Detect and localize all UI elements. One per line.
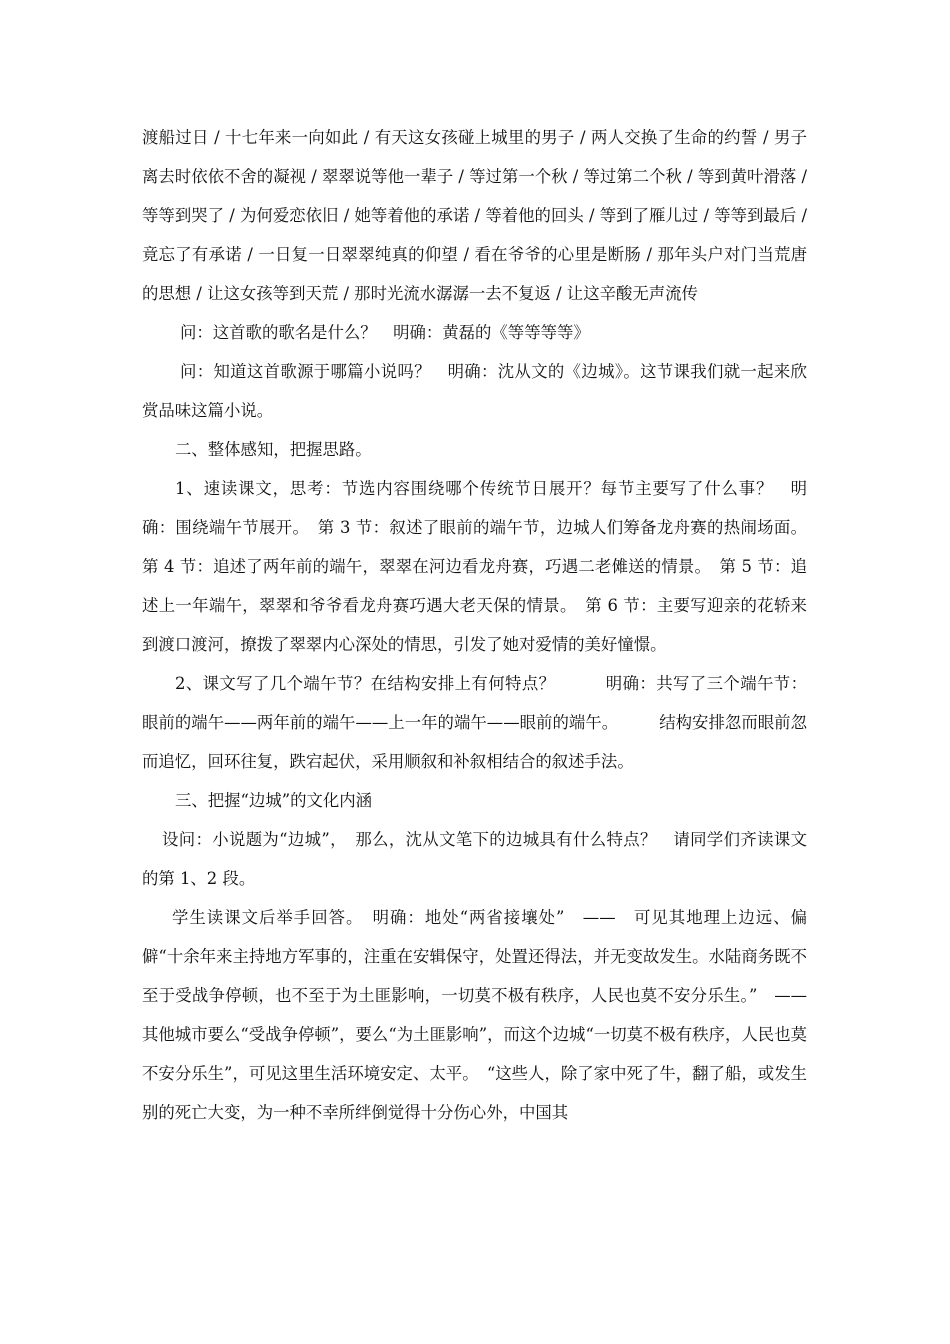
section-heading-overview: 二、整体感知，把握思路。 bbox=[175, 440, 372, 459]
question-song-title: 问：这首歌的歌名是什么？ 明确：黄磊的《等等等等》 bbox=[180, 323, 590, 342]
question-1-paragraph: 1、速读课文，思考：节选内容围绕哪个传统节日展开？每节主要写了什么事？ 明确：围绕端午节展开。 第 3 节：叙述了眼前的端午节，边城人们筹备龙舟赛的热闹场面。第 4 节：追述了两年前的端午，翠翠在河边看龙舟赛，巧遇二老傩送的情景。 第 5 节：追述上一年端午，翠翠和爷爷看龙舟赛巧遇大老天保的情景。 第 6 节：主要写迎亲的花轿来到渡口渡河，撩拨了翠翠内心深处的情思，引发了她对爱情的美好憧憬。 bbox=[142, 479, 807, 654]
student-answer-paragraph: 学生读课文后举手回答。 明确：地处“两省接壤处” —— 可见其地理上边远、偏僻“十余年来主持地方军事的，注重在安辑保守，处置还得法，并无变故发生。水陆商务既不至于受战争停顿，也不至于为土匪影响，一切莫不极有秩序，人民也莫不安分乐生。” ——其他城市要么“受战争停顿”，要么“为土匪影响”，而这个边城“一切莫不极有秩序，人民也莫不安分乐生”，可见这里生活环境安定、太平。 “这些人，除了家中死了牛，翻了船，或发生别的死亡大变，为一种不幸所绊倒觉得十分伤心外，中国其 bbox=[142, 908, 807, 1122]
document-body bbox=[142, 118, 807, 1132]
question-2-paragraph: 2、课文写了几个端午节？在结构安排上有何特点？ 明确：共写了三个端午节：眼前的端午——两年前的端午——上一年的端午——眼前的端午。 结构安排忽而眼前忽而追忆，回环往复，跌宕起伏，采用顺叙和补叙相结合的叙述手法。 bbox=[142, 674, 807, 771]
song-lyrics-paragraph: 渡船过日 / 十七年来一向如此 / 有天这女孩碰上城里的男子 / 两人交换了生命的约誓 / 男子离去时依依不舍的凝视 / 翠翠说等他一辈子 / 等过第一个秋 / 等过第二个秋 / 等到黄叶滑落 / 等等到哭了 / 为何爱恋依旧 / 她等着他的承诺 / 等着他的回头 / 等到了雁儿过 / 等等到最后 / 竟忘了有承诺 / 一日复一日翠翠纯真的仰望 / 看在爷爷的心里是断肠 / 那年头户对门当荒唐的思想 / 让这女孩等到天荒 / 那时光流水潺潺一去不复返 / 让这辛酸无声流传 bbox=[142, 128, 807, 303]
section-heading-culture: 三、把握“边城”的文化内涵 bbox=[175, 791, 373, 810]
question-source-novel: 问：知道这首歌源于哪篇小说吗？ 明确：沈从文的《边城》。这节课我们就一起来欣赏品味这篇小说。 bbox=[142, 362, 807, 420]
prompt-question-paragraph: 设问：小说题为“边城”， 那么，沈从文笔下的边城具有什么特点？ 请同学们齐读课文的第 1、2 段。 bbox=[142, 830, 807, 888]
